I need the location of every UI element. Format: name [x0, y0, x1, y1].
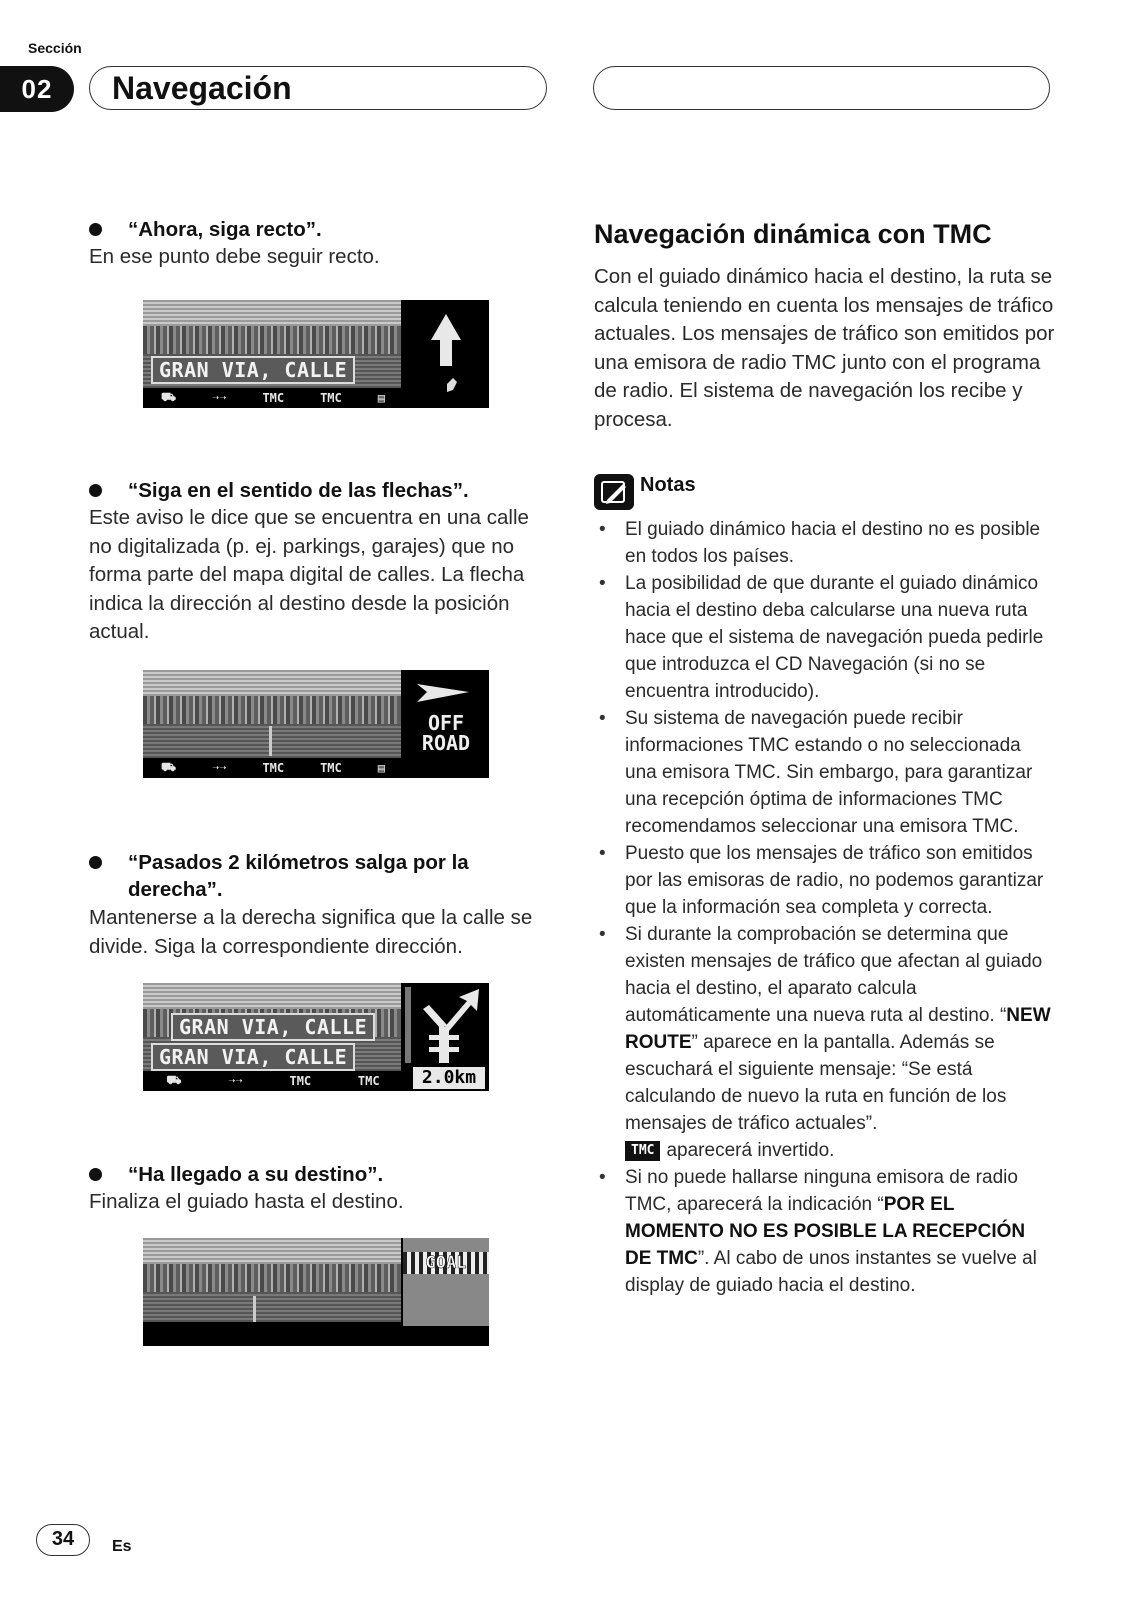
section-label: Sección — [28, 40, 82, 56]
arrow-up-icon — [403, 300, 489, 408]
section-number: 02 — [0, 66, 74, 112]
lanes-icon: ➝➝ — [212, 761, 227, 775]
street-name-label-secondary: GRAN VIA, CALLE — [151, 1043, 355, 1071]
tmc-section-body: Con el guiado dinámico hacia el destino, la ruta se calcula teniendo en cuenta los mensajes de tráfico actuales. Los mensajes de tráfico son emitidos por una emisora de radio TMC junto con el programa de radio. El sistema de navegación los recibe y procesa. — [594, 265, 1055, 431]
item-text-arrows: Este aviso le dice que se encuentra en una calle no digitalizada (p. ej. parkings, garajes) que no forma parte del mapa digital de calles. La flecha indica la dirección al destino desde la posición actual. — [89, 506, 529, 643]
goal-panel — [403, 1238, 489, 1326]
tmc-inverted-icon: TMC — [625, 1141, 660, 1161]
item-text-destination: Finaliza el guiado hasta el destino. — [89, 1190, 404, 1213]
item-heading-arrows: “Siga en el sentido de las flechas”. — [89, 477, 549, 504]
tmc-warning-icon: TMC — [289, 1074, 312, 1088]
notes-pencil-icon — [594, 474, 634, 510]
tmc-warning-icon: TMC — [262, 391, 285, 405]
tmc-warning-icon: TMC — [262, 761, 285, 775]
notes-title: Notas — [640, 474, 696, 496]
item-heading-destination: “Ha llegado a su destino”. — [89, 1161, 549, 1188]
arrow-right-icon — [403, 670, 489, 710]
page-title: Navegación — [89, 66, 547, 110]
street-name-label: GRAN VIA, CALLE — [171, 1013, 375, 1041]
bullet-dot-icon — [89, 856, 102, 869]
note-item: • Su sistema de navegación puede recibir informaciones TMC estando o no seleccionada una emisora TMC. Sin embargo, para garantizar una recepción óptima de informaciones TMC recomendamos seleccionar una emisora TMC. — [594, 705, 1056, 840]
item-heading-exit-right: “Pasados 2 kilómetros salga por la derecha”. — [89, 849, 549, 903]
bullet-dot-icon — [89, 1168, 102, 1181]
direction-panel — [403, 300, 489, 408]
distance-readout: 2.0km — [413, 1067, 485, 1089]
street-name-label: GRAN VIA, CALLE — [151, 356, 355, 384]
tmc-icon: TMC — [357, 1074, 380, 1088]
screen-destination — [143, 1238, 489, 1346]
note-item: • La posibilidad de que durante el guiado dinámico hacia el destino deba calcularse una nueva ruta hace que el sistema de navegación pueda pedirle que introduzca el CD Navegación (si no se encuentra introducido). — [594, 570, 1056, 705]
direction-panel — [403, 670, 489, 778]
status-bar — [143, 758, 403, 778]
note-item: • Puesto que los mensajes de tráfico son emitidos por las emisoras de radio, no podemos garantizar que la información sea completa y correcta. — [594, 840, 1056, 921]
screen-off-road — [143, 670, 489, 778]
screen-exit-right — [143, 983, 489, 1091]
direction-panel — [403, 983, 489, 1091]
notes-list — [594, 516, 1056, 1299]
fork-right-arrow-icon — [403, 983, 489, 1067]
off-road-line2: ROAD — [421, 731, 471, 755]
list-icon: ▤ — [377, 391, 385, 405]
item-heading-straight: “Ahora, siga recto”. — [89, 216, 549, 243]
item-text-straight: En ese punto debe seguir recto. — [89, 245, 380, 268]
list-icon: ▤ — [377, 761, 385, 775]
goal-flag: GOAL — [403, 1252, 489, 1274]
status-bar — [143, 1071, 403, 1091]
tmc-section-heading: Navegación dinámica con TMC — [594, 219, 992, 249]
header-empty-box — [593, 66, 1050, 110]
bullet-dot-icon — [89, 223, 102, 236]
tmc-icon: TMC — [320, 761, 342, 775]
note-item: • Si durante la comprobación se determina que existen mensajes de tráfico que afectan al guiado hacia el destino, el aparato calcula automáticamente una nueva ruta al destino. “NEW ROUTE” aparece en la pantalla. Además se escuchará el siguiente mensaje: “Se está calculando de nuevo la ruta en función de los mensajes de tráfico actuales”. TMC aparecerá invertido. — [594, 921, 1056, 1164]
car-icon: ⛟ — [166, 1073, 182, 1087]
status-bar — [143, 388, 403, 408]
lanes-icon: ➝➝ — [228, 1074, 243, 1088]
note-item: • El guiado dinámico hacia el destino no es posible en todos los países. — [594, 516, 1056, 570]
tmc-icon: TMC — [320, 391, 342, 405]
note-item: • Si no puede hallarse ninguna emisora de radio TMC, aparecerá la indicación “POR EL MOMENTO NO ES POSIBLE LA RECEPCIÓN DE TMC”. Al cabo de unos instantes se vuelve al display de guiado hacia el destino. — [594, 1164, 1056, 1299]
screen-straight — [143, 300, 489, 408]
language-code: Es — [112, 1538, 132, 1555]
item-text-exit-right: Mantenerse a la derecha significa que la calle se divide. Siga la correspondiente dirección. — [89, 906, 533, 958]
off-road-line1: OFF — [427, 711, 465, 735]
bullet-dot-icon — [89, 484, 102, 497]
lanes-icon: ➝➝ — [212, 391, 227, 405]
car-icon: ⛟ — [160, 390, 177, 404]
car-icon: ⛟ — [160, 760, 177, 774]
page-number: 34 — [36, 1524, 90, 1556]
